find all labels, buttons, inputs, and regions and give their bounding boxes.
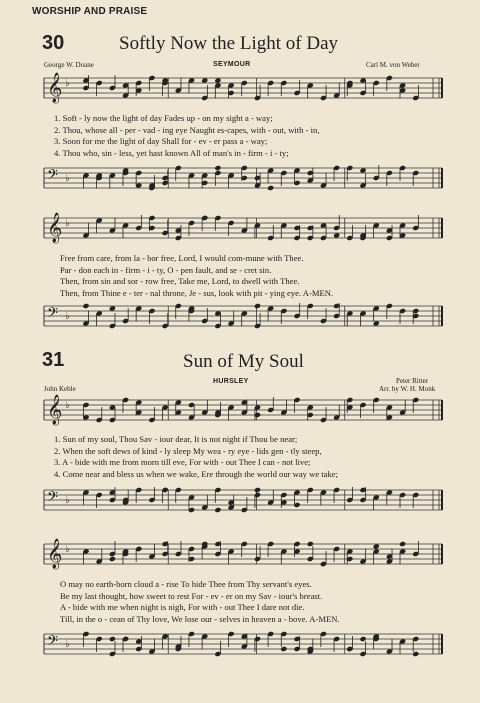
verse-line: Free from care, from la - bor free, Lord, I would com-mune with Thee. [60,253,304,263]
flat-icon: ♭ [65,311,70,322]
treble-staff [0,534,480,580]
bass-staff [0,296,480,342]
treble-clef-icon: 𝄞 [47,73,63,103]
note-head [254,487,261,493]
hymn-title: Softly Now the Light of Day [119,33,339,54]
verse-line: 2. When the soft dews of kind - ly sleep My wea - ry eye - lids gen - tly steep, [54,445,322,456]
verse-line: 1. Soft - ly now the light of day Fades up - on my sight a - way; [54,113,273,123]
flat-icon: ♭ [65,78,70,89]
verse-line: Then, from Thine e - ter - nal throne, Je - sus, look with pit - ying eye. A-MEN. [60,287,334,298]
hymn-number: 30 [42,32,65,54]
hymn-number: 31 [42,349,65,371]
bass-clef-icon: 𝄢 [47,167,58,187]
verse-line: 2. Thou, whose all - per - vad - ing eye Naught es-capes, with - out, with - in, [54,124,320,135]
verse-line: 4. Thou who, sin - less, yet hast known All of man's in - firm - i - ty; [54,147,289,158]
verse-line: Be my last thought, how sweet to rest For - ev - er on my Sav - iour's breast. [60,590,323,601]
hymn-arranger: Arr. by W. H. Monk [379,385,436,393]
hymn-composer: Carl M. von Weber [366,61,420,69]
bass-clef-icon: 𝄢 [47,633,58,653]
section-header: WORSHIP AND PRAISE [32,6,148,17]
verse-line: 4. Come near and bless us when we wake, Ere through the world our way we take; [54,468,338,479]
treble-clef-icon: 𝄞 [47,213,63,243]
treble-staff [0,68,480,114]
bass-staff [0,624,480,670]
note-head [214,507,221,513]
verse-line: O may no earth-born cloud a - rise To hide Thee from Thy servant's eyes. [60,579,312,589]
note-head [214,165,221,171]
bass-staff [0,480,480,526]
flat-icon: ♭ [65,639,70,650]
flat-icon: ♭ [65,400,70,411]
verse-line: 3. A - bide with me from morn till eve, For with - out Thee I can - not live; [54,457,311,467]
flat-icon: ♭ [65,495,70,506]
note-head [254,303,261,309]
verse-line: Till, in the o - cean of Thy love, We lose our - selves in heaven a - bove. A-MEN. [60,613,340,624]
note-head [82,303,89,309]
bass-clef-icon: 𝄢 [47,305,58,325]
hymn-composer: Peter Ritter [396,377,429,385]
verse-line: Par - don each in - firm - i - ty, O - pen fault, and se - cret sin. [60,264,272,275]
treble-staff [0,208,480,254]
note-head [399,541,406,547]
verse-line: 1. Sun of my soul, Thou Sav - iour dear, It is not night if Thou be near; [54,434,298,444]
flat-icon: ♭ [65,218,70,229]
hymn-author: George W. Doane [44,61,94,69]
flat-icon: ♭ [65,544,70,555]
bass-staff [0,158,480,204]
hymn-title: Sun of My Soul [183,351,304,372]
treble-clef-icon: 𝄞 [47,395,63,425]
note-head [109,556,116,562]
verse-line: Then, from sin and sor - row free, Take me, Lord, to dwell with Thee. [60,276,300,286]
tune-name: SEYMOUR [213,61,251,68]
treble-clef-icon: 𝄞 [47,539,63,569]
hymn-author: John Keble [44,385,76,393]
verse-line: 3. Soon for me the light of day Shall for - ev - er pass a - way; [54,136,268,146]
bass-clef-icon: 𝄢 [47,489,58,509]
treble-staff [0,390,480,436]
verse-line: A - bide with me when night is nigh, For with - out Thee I dare not die. [60,602,305,612]
tune-name: HURSLEY [213,378,249,385]
note-head [267,185,274,191]
flat-icon: ♭ [65,173,70,184]
